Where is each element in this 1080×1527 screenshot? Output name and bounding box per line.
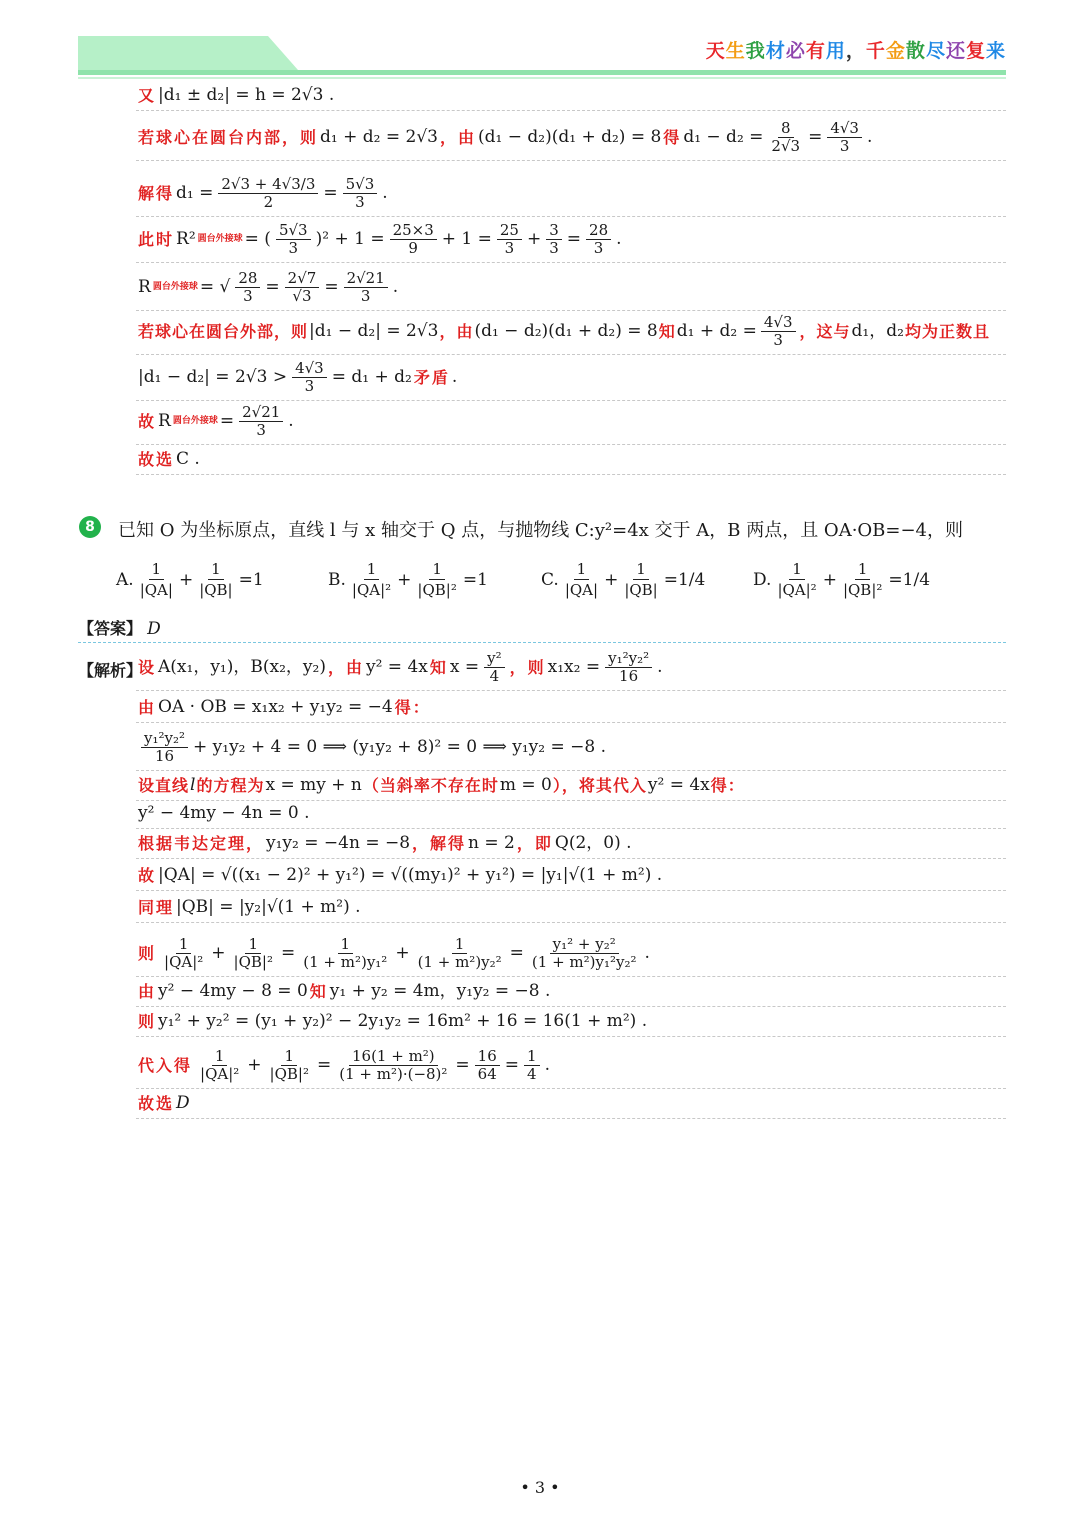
- line-keyword: 得: [663, 127, 682, 147]
- line-math: +: [526, 229, 542, 249]
- fraction: $\frac{4√3}{3}$: [292, 361, 327, 394]
- solution-line: [136, 1036, 1006, 1089]
- line-keyword: 得：: [710, 775, 745, 795]
- line-math: +: [247, 1055, 262, 1075]
- line-math: d₁ + d₂ =: [676, 321, 757, 341]
- solution-line: [136, 110, 1006, 161]
- motto-char: 生: [725, 40, 746, 62]
- motto-char: 来: [985, 40, 1006, 62]
- line-math: d₁ − d₂ =: [683, 127, 764, 147]
- line-math: =: [455, 1055, 470, 1075]
- line-math: = d₁ + d₂: [331, 367, 412, 387]
- fraction: $\frac{8}{2√3}$: [771, 119, 801, 155]
- solution-line: [136, 858, 1006, 891]
- question-text: 已知 O 为坐标原点，直线 l 与 x 轴交于 Q 点，与抛物线 C:y²=4x 交于 A，B 两点，且 OA·OB=−4，则: [118, 520, 964, 541]
- line-math: =: [316, 1055, 332, 1075]
- subscript: 圆台外接球: [197, 234, 243, 244]
- line-keyword: 故选: [138, 1093, 175, 1113]
- fraction: $\frac{16}{64}$: [475, 1049, 500, 1082]
- line-math: |QA| = √((x₁ − 2)² + y₁²) = √((my₁)² + y₁²) = |y₁|√(1 + m²) .: [158, 865, 663, 885]
- solution-line: [136, 1006, 1006, 1037]
- line-math: R: [158, 411, 171, 431]
- motto-char: 我: [745, 40, 766, 62]
- line-keyword: 根据韦达定理，: [138, 833, 265, 853]
- solution-label-text: 【解析】: [78, 661, 143, 680]
- fraction: $\frac{28}{3}$: [235, 271, 260, 304]
- line-keyword: （当斜率不存在时: [362, 775, 499, 795]
- line-math: .: [451, 367, 458, 387]
- line-math: (d₁ − d₂)(d₁ + d₂) = 8: [478, 127, 662, 147]
- line-keyword: 则: [138, 943, 157, 963]
- option-d[interactable]: D. $\frac{1}{\text{|QA|²}}$ + $\frac{1}{\text{|QB|²}}$ =1/4: [753, 560, 931, 599]
- fraction: $\frac{1}{4}$: [524, 1049, 540, 1082]
- line-math: |d₁ − d₂| = 2√3 >: [138, 367, 288, 387]
- line-math: m = 0: [499, 775, 552, 795]
- line-keyword: 设: [138, 657, 157, 677]
- line-keyword: 若球心在圆台外部，则: [138, 321, 309, 341]
- solution-line: [136, 722, 1006, 771]
- fraction: $\frac{1}{|QB|}$: [624, 560, 658, 599]
- motto-char: 材: [765, 40, 786, 62]
- option-label: C.: [541, 569, 559, 590]
- solution-line: [136, 690, 1006, 723]
- line-math: .: [544, 1055, 550, 1075]
- question-number-badge: 8: [79, 516, 101, 538]
- option-b[interactable]: B. $\frac{1}{\text{|QA|²}}$ + $\frac{1}{\text{|QB|²}}$ =1: [328, 560, 488, 599]
- line-keyword: 均为正数且: [904, 321, 990, 341]
- line-math: y₁ + y₂ = 4m，y₁y₂ = −8 .: [329, 981, 551, 1001]
- solution-line: [136, 800, 1006, 829]
- line-math: =: [509, 943, 524, 963]
- line-math: =: [323, 183, 338, 203]
- line-keyword: ，由: [439, 127, 476, 147]
- fraction: $\frac{1}{|QA|}$: [564, 560, 599, 599]
- fraction: $\frac{1}{|QA|}$: [139, 560, 173, 599]
- fraction: $\frac{4√3}{3}$: [827, 121, 862, 154]
- line-math: .: [644, 943, 650, 963]
- fraction: $\frac{25}{3}$: [497, 223, 522, 256]
- line-keyword: 同理: [138, 897, 175, 917]
- line-math: |QB| = |y₂|√(1 + m²) .: [176, 897, 361, 917]
- motto-char: ，: [845, 40, 866, 62]
- line-math: =: [219, 411, 235, 431]
- motto-char: 尽: [925, 40, 946, 62]
- line-math: y² = 4x: [365, 657, 428, 677]
- answer-label: 【答案】: [78, 619, 143, 638]
- fraction: $\frac{1}{\text{|QB|²}}$: [842, 560, 883, 599]
- fraction: $\frac{28}{3}$: [586, 223, 611, 256]
- line-math: (d₁ − d₂)(d₁ + d₂) = 8: [474, 321, 658, 341]
- line-keyword: 知: [658, 321, 676, 341]
- motto-char: 用: [825, 40, 846, 62]
- line-math: .: [616, 229, 622, 249]
- line-math: = (: [244, 229, 271, 249]
- line-math: A(x₁，y₁)，B(x₂，y₂): [158, 657, 326, 677]
- solution-line: [136, 1088, 1006, 1119]
- fraction: $\frac{\text{y₁²y₂²}}{16}$: [141, 731, 188, 764]
- line-keyword: 由: [138, 697, 157, 717]
- solution-label: [78, 658, 142, 681]
- line-math: .: [657, 657, 663, 677]
- line-math: y₁y₂ = −4n = −8: [266, 833, 411, 853]
- line-keyword: 由: [138, 981, 157, 1001]
- fraction: $\frac{\text{y₁² + y₂²}}{\text{(1 + m²)y₁²y₂²}}$: [531, 935, 637, 971]
- option-label: D.: [753, 569, 772, 590]
- option-label: A.: [116, 569, 134, 590]
- page-number: • 3 •: [520, 1478, 560, 1497]
- line-keyword: 故: [138, 865, 157, 885]
- answer-value: D: [147, 619, 161, 639]
- fraction: $\frac{2√21}{3}$: [239, 405, 283, 438]
- fraction: $\frac{2√3 + 4√3/3}{2}$: [218, 177, 318, 210]
- subscript: 圆台外接球: [152, 282, 198, 292]
- subscript: 圆台外接球: [172, 416, 218, 426]
- fraction: $\frac{5√3}{3}$: [343, 177, 378, 210]
- line-keyword: 代入得: [138, 1055, 193, 1075]
- line-math: =: [324, 277, 339, 297]
- solution-line: [136, 160, 1006, 217]
- line-math: .: [392, 277, 399, 297]
- option-label: B.: [328, 569, 346, 590]
- fraction: $\frac{\text{16(1 + m²)}}{\text{(1 + m²)·(−8)²}}$: [339, 1047, 448, 1083]
- motto-char: 有: [805, 40, 826, 62]
- line-math: D: [176, 1093, 190, 1113]
- solution-line: [136, 922, 1006, 977]
- solution-line: [136, 354, 1006, 401]
- option-rhs: =1/4: [888, 569, 931, 590]
- header-rule-thin: [78, 77, 1006, 79]
- line-math: x =: [449, 657, 480, 677]
- option-rhs: =1: [238, 569, 264, 590]
- motto-char: 散: [905, 40, 926, 62]
- line-keyword: 解得: [138, 183, 175, 203]
- page-header: [78, 36, 1006, 80]
- fraction: $\frac{1}{\text{|QA|²}}$: [200, 1047, 240, 1083]
- solution-line: [136, 400, 1006, 445]
- fraction: $\frac{2√7}{√3}$: [285, 271, 320, 304]
- line-keyword: 知: [429, 657, 448, 677]
- line-keyword: 故: [138, 411, 157, 431]
- fraction: $\frac{1}{\text{|QA|²}}$: [777, 560, 817, 599]
- fraction: $\frac{25\times 3}{9}$: [390, 223, 437, 256]
- line-math: R²: [176, 229, 196, 249]
- line-math: + 1 =: [441, 229, 492, 249]
- line-math: x₁x₂ =: [547, 657, 601, 677]
- fraction: $\frac{1}{|QB|}$: [199, 560, 233, 599]
- line-keyword: 的方程为: [196, 775, 265, 795]
- solution-line: [136, 82, 1006, 111]
- solution-line: [136, 890, 1006, 923]
- line-keyword: 知: [309, 981, 328, 1001]
- solution-line: [136, 770, 1006, 801]
- line-keyword: ，这与: [799, 321, 851, 341]
- header-motto: [706, 36, 1006, 63]
- option-c[interactable]: C. $\frac{1}{|QA|}$ + $\frac{1}{|QB|}$ =1/4: [541, 560, 706, 599]
- line-keyword: ，即: [516, 833, 553, 853]
- line-math: l: [190, 775, 196, 795]
- line-math: y² − 4my − 8 = 0: [158, 981, 308, 1001]
- fraction: $\frac{1}{\text{(1 + m²)y₂²}}$: [417, 935, 502, 971]
- line-keyword: 此时: [138, 229, 175, 249]
- line-math: C .: [176, 449, 200, 469]
- fraction: $\frac{3}{3}$: [546, 223, 562, 256]
- solution-line: [136, 828, 1006, 859]
- answer-divider: [78, 642, 1006, 643]
- motto-char: 天: [705, 40, 726, 62]
- fraction: $\frac{\text{y₁²y₂²}}{16}$: [605, 651, 652, 684]
- line-math: |d₁ − d₂| = 2√3: [309, 321, 439, 341]
- line-keyword: 设直线: [138, 775, 190, 795]
- line-math: n = 2: [468, 833, 515, 853]
- line-math: R: [138, 277, 151, 297]
- solution-line: [136, 310, 1006, 355]
- line-math: y² − 4my − 4n = 0 .: [138, 803, 310, 823]
- fraction: $\frac{4√3}{3}$: [761, 315, 796, 348]
- line-math: =: [808, 127, 823, 147]
- line-math: =: [504, 1055, 520, 1075]
- header-tab-decoration: [78, 36, 298, 70]
- header-rule: [78, 70, 1006, 75]
- line-math: d₁ =: [176, 183, 214, 203]
- line-math: =: [280, 943, 296, 963]
- line-math: |d₁ ± d₂| = h = 2√3 .: [158, 85, 335, 105]
- fraction: $\frac{1}{\text{|QB|²}}$: [233, 935, 273, 971]
- line-math: d₁ + d₂ = 2√3: [320, 127, 438, 147]
- solution-line: [136, 262, 1006, 311]
- line-keyword: 故选: [138, 449, 175, 469]
- line-math: OA · OB = x₁x₂ + y₁y₂ = −4: [158, 697, 393, 717]
- fraction: $\frac{\text{y²}}{4}$: [484, 651, 505, 684]
- line-keyword: ，由: [327, 657, 364, 677]
- line-keyword: 则: [138, 1011, 157, 1031]
- solution-line: [136, 216, 1006, 263]
- line-math: +: [395, 943, 410, 963]
- line-keyword: 又: [138, 85, 157, 105]
- fraction: $\frac{1}{\text{|QA|²}}$: [164, 935, 204, 971]
- line-keyword: ，解得: [412, 833, 467, 853]
- fraction: $\frac{5√3}{3}$: [276, 223, 311, 256]
- option-rhs: =1/4: [663, 569, 706, 590]
- fraction: $\frac{2√21}{3}$: [344, 271, 388, 304]
- solution-line: [136, 444, 1006, 475]
- line-math: .: [288, 411, 294, 431]
- motto-char: 千: [865, 40, 886, 62]
- line-math: .: [866, 127, 873, 147]
- option-a[interactable]: A. $\frac{1}{|QA|}$ + $\frac{1}{|QB|}$ =1: [116, 560, 264, 599]
- line-math: d₁，d₂: [851, 321, 904, 341]
- solution-line: [136, 976, 1006, 1007]
- option-rhs: =1: [462, 569, 488, 590]
- line-keyword: ），将其代入: [552, 775, 647, 795]
- fraction: $\frac{1}{\text{|QB|²}}$: [417, 560, 457, 599]
- line-keyword: 矛盾: [413, 367, 450, 387]
- line-keyword: ，则: [509, 657, 546, 677]
- fraction: $\frac{1}{\text{|QA|²}}$: [351, 560, 392, 599]
- line-math: +: [211, 943, 226, 963]
- line-math: x = my + n: [265, 775, 362, 795]
- line-math: = √: [199, 277, 231, 297]
- solution-line: [136, 644, 1006, 691]
- motto-char: 必: [785, 40, 806, 62]
- fraction: $\frac{1}{\text{(1 + m²)y₁²}}$: [303, 935, 388, 971]
- line-math: )² + 1 =: [315, 229, 385, 249]
- line-math: y₁² + y₂² = (y₁ + y₂)² − 2y₁y₂ = 16m² + 16 = 16(1 + m²) .: [158, 1011, 648, 1031]
- fraction: $\frac{1}{\text{|QB|²}}$: [269, 1047, 309, 1083]
- line-math: + y₁y₂ + 4 = 0 ⟹ (y₁y₂ + 8)² = 0 ⟹ y₁y₂ = −8 .: [193, 737, 607, 757]
- line-math: =: [265, 277, 280, 297]
- line-math: Q(2，0) .: [554, 833, 632, 853]
- motto-char: 复: [965, 40, 986, 62]
- motto-char: 还: [945, 40, 966, 62]
- line-keyword: 若球心在圆台内部，则: [138, 127, 319, 147]
- line-math: .: [382, 183, 388, 203]
- line-keyword: 得：: [394, 697, 431, 717]
- answer-block: [78, 616, 161, 639]
- line-keyword: ，由: [439, 321, 474, 341]
- line-math: =: [566, 229, 582, 249]
- motto-char: 金: [885, 40, 906, 62]
- line-math: y² = 4x: [647, 775, 710, 795]
